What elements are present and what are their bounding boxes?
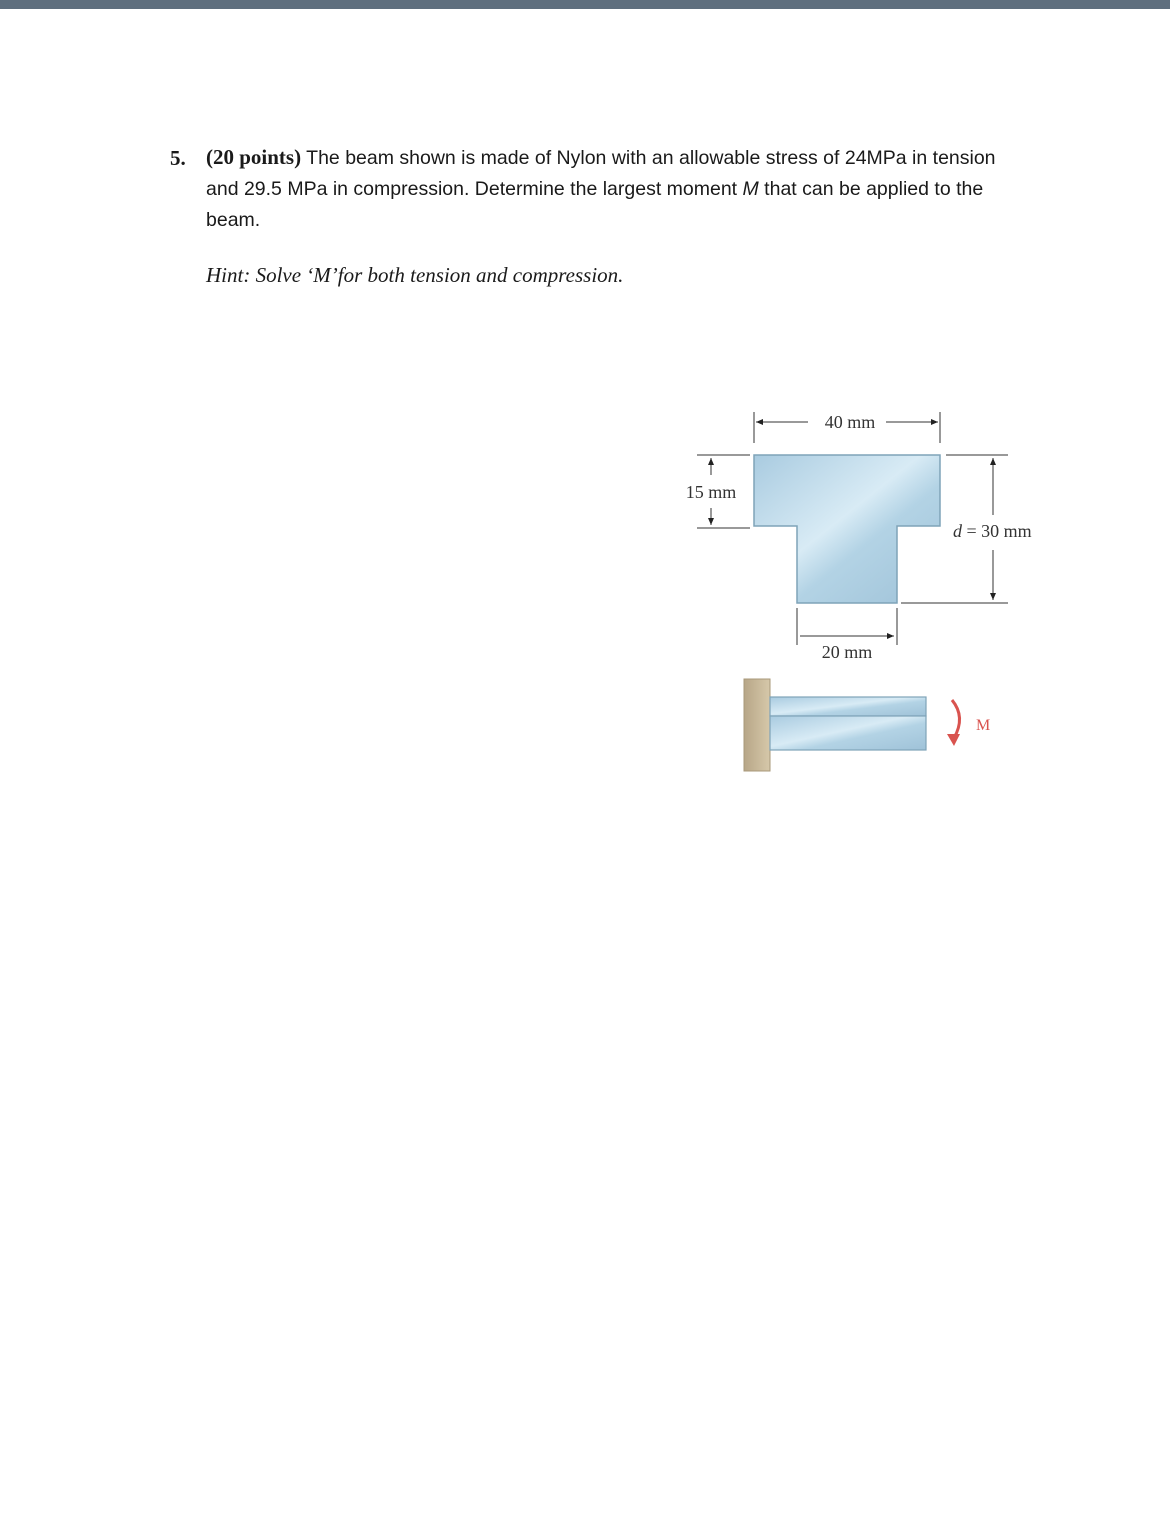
dim-20-label: 20 mm <box>821 642 873 662</box>
problem-points: (20 points) <box>206 145 302 169</box>
moment-label: M <box>976 717 991 734</box>
dim-d-label <box>953 521 1032 541</box>
dim-d-symbol: d <box>953 521 962 541</box>
moment-arrowhead <box>947 734 960 746</box>
moment-symbol: M <box>742 178 759 200</box>
beam-web-side <box>770 716 926 750</box>
hint-text: Hint: Solve ‘M’for both tension and compression. <box>206 263 624 287</box>
statement-part-2: that can be applied to the beam. <box>206 178 984 231</box>
t-section <box>754 455 940 603</box>
problem-number: 5. <box>170 146 186 170</box>
moment-arrow <box>952 700 960 738</box>
top-bar <box>0 0 1170 9</box>
problem-5 <box>170 142 1030 236</box>
dim-15-label: 15 mm <box>685 482 737 502</box>
beam-flange-side <box>770 697 926 716</box>
problem-statement <box>206 142 1030 236</box>
dim-d-value: = 30 mm <box>962 521 1032 541</box>
dim-40-label: 40 mm <box>824 412 876 432</box>
statement-part-1: The beam shown is made of Nylon with an allowable stress of 24MPa in tension and 29.5 MPa in compression. Determine the largest moment <box>206 147 996 200</box>
wall-support <box>744 679 770 771</box>
